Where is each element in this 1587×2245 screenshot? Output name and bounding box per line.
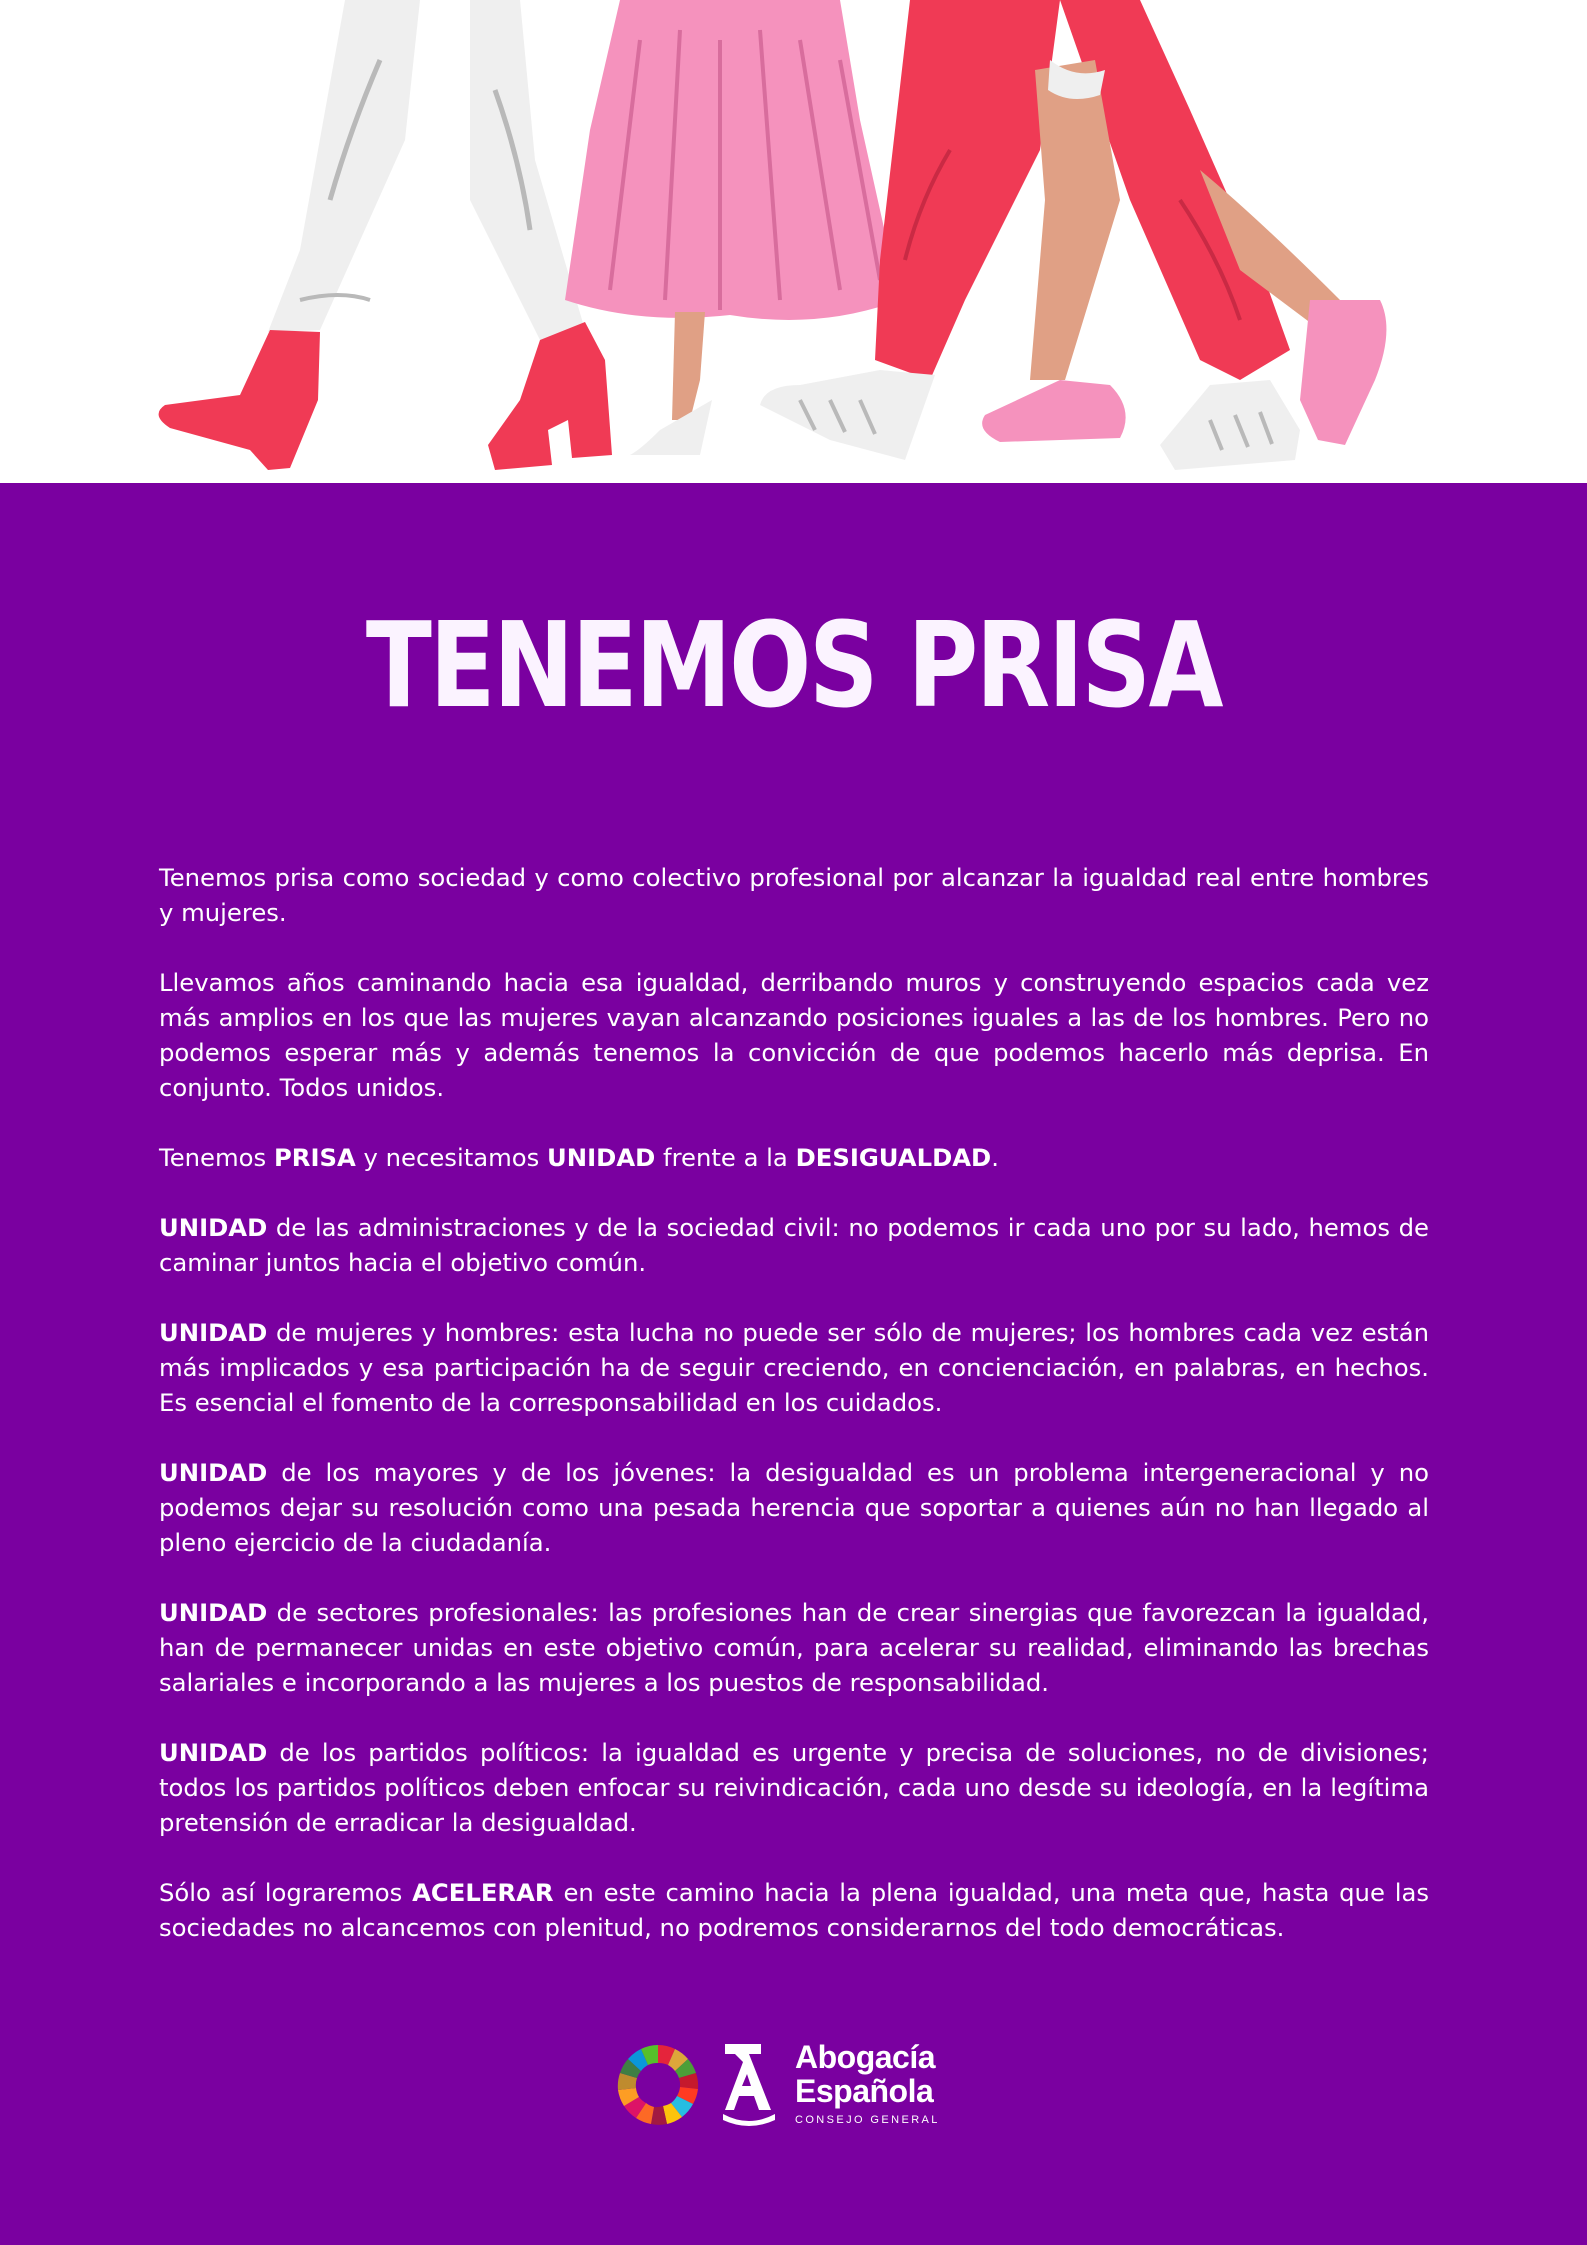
abogacia-a-icon — [721, 2040, 777, 2126]
paragraph-3: Tenemos PRISA y necesitamos UNIDAD frente a la DESIGUALDAD. — [159, 1143, 999, 1172]
paragraph-2: Llevamos años caminando hacia esa igualdad, derribando muros y construyendo espacios cada vez más amplios en los que las mujeres vayan alcanzando posiciones iguales a las de los hombres. Pero no podemos esperar más y además tenemos la convicción de que podemos hacerlo más deprisa. En conjunto. Todos unidos. — [159, 968, 1429, 1102]
paragraph-6: UNIDAD de los mayores y de los jóvenes: la desigualdad es un problema intergeneracional y no podemos dejar su resolución como una pesada herencia que soportar a quienes aún no han llegado al pleno ejercicio de la ciudadanía. — [159, 1458, 1429, 1557]
paragraph-9: Sólo así lograremos ACELERAR en este camino hacia la plena igualdad, una meta que, hasta que las sociedades no alcancemos con plenitud, no podremos considerarnos del todo democráticas. — [159, 1878, 1429, 1942]
brand-line-1: Abogacía — [795, 2039, 936, 2075]
paragraph-4: UNIDAD de las administraciones y de la sociedad civil: no podemos ir cada uno por su lado, hemos de caminar juntos hacia el objetivo común. — [159, 1213, 1429, 1277]
brand-line-2: Española — [795, 2073, 934, 2109]
page-title: TENEMOS PRISA — [365, 596, 1222, 734]
footer-logos — [617, 2040, 977, 2132]
paragraph-7: UNIDAD de sectores profesionales: las profesiones han de crear sinergias que favorezcan la igualdad, han de permanecer unidas en este objetivo común, para acelerar su realidad, eliminando las brechas salariales e incorporando a las mujeres a los puestos de responsabilidad. — [159, 1598, 1429, 1697]
sdg-wheel-icon — [617, 2044, 699, 2126]
hero-illustration — [0, 0, 1587, 483]
brand-line-3: CONSEJO GENERAL — [795, 2114, 940, 2126]
brand-wordmark — [795, 2040, 940, 2126]
walking-legs-illustration — [0, 0, 1587, 483]
body-text — [159, 860, 1429, 1980]
paragraph-1: Tenemos prisa como sociedad y como colectivo profesional por alcanzar la igualdad real entre hombres y mujeres. — [159, 863, 1429, 927]
paragraph-8: UNIDAD de los partidos políticos: la igualdad es urgente y precisa de soluciones, no de divisiones; todos los partidos políticos deben enfocar su reivindicación, cada uno desde su ideología, en la legítima pretensión de erradicar la desigualdad. — [159, 1738, 1429, 1837]
paragraph-5: UNIDAD de mujeres y hombres: esta lucha no puede ser sólo de mujeres; los hombres cada vez están más implicados y esa participación ha de seguir creciendo, en concienciación, en palabras, en hechos. Es esencial el fomento de la corresponsabilidad en los cuidados. — [159, 1318, 1429, 1417]
